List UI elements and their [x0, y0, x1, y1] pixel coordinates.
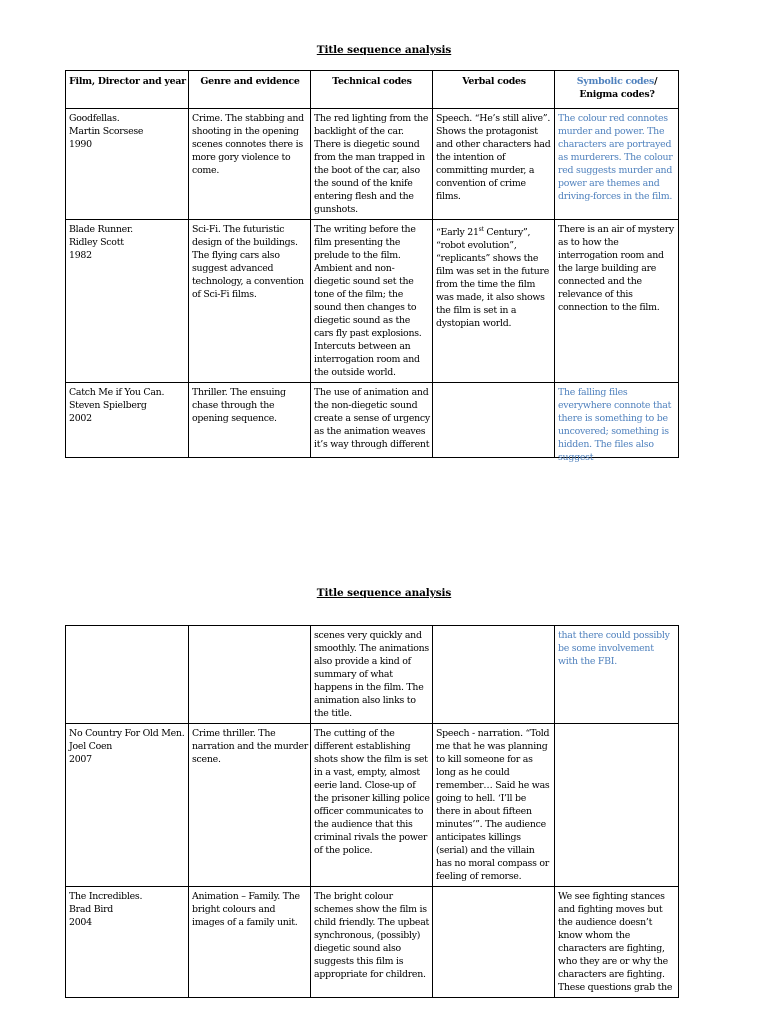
technical-cell: The writing before the film presenting the prelude to the film. Ambient and non-diegetic sound set the tone of the film; the sound then changes to diegetic sound as the cars fly past explosions. Intercuts between an interrogation room and the outside world. — [311, 220, 433, 383]
film-year: 2002 — [69, 413, 92, 424]
technical-cell: scenes very quickly and smoothly. The animations also provide a kind of summary of what happens in the film. The animation also links to the title. — [311, 626, 433, 724]
genre-cell: Crime. The stabbing and shooting in the opening scenes connotes there is more gory violence to come. — [189, 109, 311, 220]
table-row — [66, 887, 679, 998]
film-cell — [66, 383, 189, 458]
page-title: Title sequence analysis — [316, 44, 452, 56]
symbolic-text: The falling files everywhere connote that there is something to be uncovered; something is hidden. The files also suggest — [558, 387, 672, 463]
verbal-cell — [433, 383, 555, 458]
film-title: Blade Runner. — [69, 224, 133, 235]
film-year: 2004 — [69, 917, 92, 928]
analysis-table-continued — [65, 625, 679, 998]
film-title: Goodfellas. — [69, 113, 120, 124]
table-row — [66, 383, 679, 458]
film-cell — [66, 220, 189, 383]
verbal-cell — [433, 626, 555, 724]
genre-cell: Crime thriller. The narration and the murder scene. — [189, 724, 311, 887]
header-symbolic — [555, 71, 679, 109]
film-cell — [66, 887, 189, 998]
symbolic-cell: The colour red connotes murder and power. The characters are portrayed as murderers. The colour red suggests murder and power are themes and driving-forces in the film. — [555, 109, 679, 220]
technical-cell — [311, 383, 433, 458]
symbolic-cell: There is an air of mystery as to how the interrogation room and the large building are connected and the relevance of this connection to the film. — [555, 220, 679, 383]
verbal-text-start: “Early 21 — [436, 227, 479, 239]
film-cell — [66, 724, 189, 887]
film-year: 1982 — [69, 250, 92, 261]
verbal-text-rest: Century”, “robot evolution”, “replicants” shows the film was set in the future from the time the film was made, it also shows the film is set in a dystopian world. — [436, 227, 550, 330]
table-row — [66, 724, 679, 887]
verbal-cell — [433, 887, 555, 998]
film-year: 2007 — [69, 754, 92, 765]
header-symbolic-label: Symbolic codes — [576, 76, 655, 87]
document-page-2 — [0, 560, 768, 1024]
header-separator: / — [654, 76, 658, 87]
film-director: Martin Scorsese — [69, 126, 144, 137]
verbal-cell: Speech - narration. “Told me that he was planning to kill someone for as long as he could remember… Said he was going to hell. ‘I’ll be there in about fifteen minutes’”. The audience anticipates killings (serial) and the villain has no moral compass or feeling of remorse. — [433, 724, 555, 887]
verbal-cell — [433, 220, 555, 383]
film-cell — [66, 626, 189, 724]
genre-cell: Sci-Fi. The futuristic design of the buildings. The flying cars also suggest advanced technology, a convention of Sci-Fi films. — [189, 220, 311, 383]
technical-cell: The bright colour schemes show the film is child friendly. The upbeat synchronous, (possibly) diegetic sound also suggests this film is appropriate for children. — [311, 887, 433, 998]
film-director: Brad Bird — [69, 904, 114, 915]
film-cell — [66, 109, 189, 220]
film-director: Steven Spielberg — [69, 400, 147, 411]
genre-cell — [189, 626, 311, 724]
symbolic-cell — [555, 724, 679, 887]
film-director: Ridley Scott — [69, 237, 124, 248]
table-header-row — [66, 71, 679, 109]
table-row — [66, 220, 679, 383]
table-row — [66, 109, 679, 220]
film-year: 1990 — [69, 139, 92, 150]
header-genre: Genre and evidence — [189, 71, 311, 109]
page-title: Title sequence analysis — [316, 587, 452, 599]
table-row — [66, 626, 679, 724]
analysis-table — [65, 70, 679, 463]
technical-cell: The red lighting from the backlight of the car. There is diegetic sound from the man trapped in the boot of the car, also the sound of the knife entering flesh and the gunshots. — [311, 109, 433, 220]
film-title: The Incredibles. — [69, 891, 143, 902]
header-enigma-label: Enigma codes? — [579, 89, 655, 100]
genre-text: Thriller. The ensuing chase through the opening sequence. — [192, 387, 286, 424]
header-film: Film, Director and year — [66, 71, 189, 109]
film-title: Catch Me if You Can. — [69, 387, 165, 398]
document-page-1 — [0, 0, 768, 463]
header-verbal: Verbal codes — [433, 71, 555, 109]
ordinal-superscript: st — [478, 226, 484, 233]
technical-cell: The cutting of the different establishing shots show the film is set in a vast, empty, almost eerie land. Close-up of the prisoner killing police officer communicates to the audience that this criminal rivals the power of the police. — [311, 724, 433, 887]
verbal-cell: Speech. “He’s still alive”. Shows the protagonist and other characters had the intention of committing murder, a convention of crime films. — [433, 109, 555, 220]
film-director: Joel Coen — [69, 741, 113, 752]
genre-cell — [189, 383, 311, 458]
genre-cell: Animation – Family. The bright colours and images of a family unit. — [189, 887, 311, 998]
symbolic-cell — [555, 383, 679, 463]
header-technical: Technical codes — [311, 71, 433, 109]
symbolic-cell: that there could possibly be some involvement with the FBI. — [555, 626, 679, 724]
symbolic-cell — [555, 887, 679, 998]
film-title: No Country For Old Men. — [69, 728, 185, 739]
symbolic-text: We see fighting stances and fighting moves but the audience doesn’t know whom the characters are fighting, who they are or why the characters are fighting. These questions grab the — [558, 891, 673, 993]
technical-text: The use of animation and the non-diegetic sound create a sense of urgency as the animation weaves it’s way through different — [314, 387, 430, 450]
